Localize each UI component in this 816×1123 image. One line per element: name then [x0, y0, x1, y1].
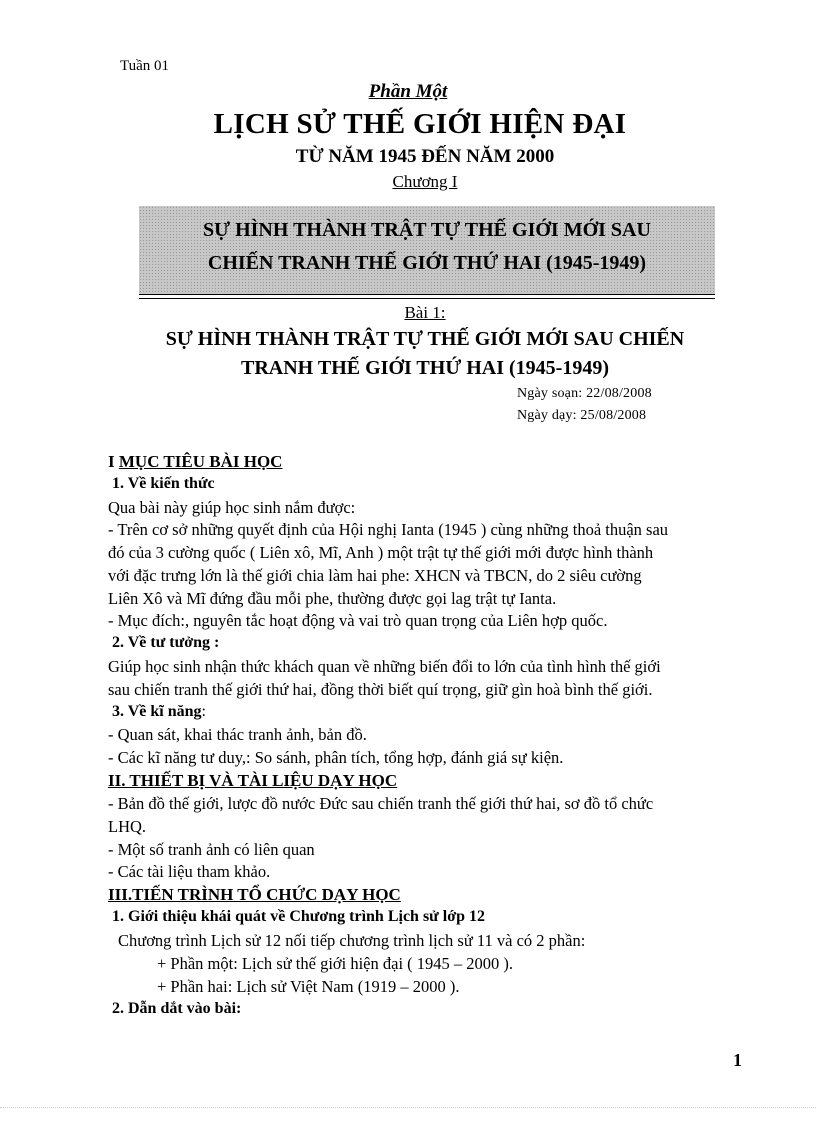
chapter-title-box — [139, 206, 715, 295]
knowledge-line-5: - Mục đích:, nguyên tắc hoạt động và vai trò quan trọng của Liên hợp quốc. — [108, 611, 608, 630]
chapter-title-line-2: CHIẾN TRANH THẾ GIỚI THỨ HAI (1945-1949) — [207, 252, 647, 274]
part-label: Phần Một — [368, 81, 448, 102]
teaching-date: Ngày dạy: 25/08/2008 — [517, 408, 647, 423]
section-1-prefix: I — [108, 452, 119, 471]
page-number: 1 — [733, 1050, 742, 1070]
overview-line-3: + Phần hai: Lịch sử Việt Nam (1919 – 2000 ). — [157, 977, 460, 996]
section-1-heading-text: MỤC TIÊU BÀI HỌC — [118, 452, 283, 471]
page-bottom-divider — [0, 1107, 816, 1108]
equipment-line-1: - Bản đồ thế giới, lược đồ nước Đức sau chiến tranh thế giới thứ hai, sơ đồ tổ chức — [108, 794, 654, 813]
chapter-label: Chương I — [392, 172, 458, 191]
skill-line-2: - Các kĩ năng tư duy,: So sánh, phân tích, tổng hợp, đánh giá sự kiện. — [108, 748, 564, 767]
equipment-line-2: LHQ. — [108, 817, 147, 836]
chapter-divider — [139, 298, 715, 299]
skill-line-1: - Quan sát, khai thác tranh ảnh, bản đồ. — [108, 725, 367, 744]
overview-line-1: Chương trình Lịch sử 12 nối tiếp chương trình lịch sử 11 và có 2 phần: — [118, 931, 586, 950]
chapter-title-line-1: SỰ HÌNH THÀNH TRẬT TỰ THẾ GIỚI MỚI SAU — [203, 219, 651, 241]
knowledge-heading: 1. Về kiến thức — [112, 475, 215, 492]
subtitle: TỪ NĂM 1945 ĐẾN NĂM 2000 — [295, 146, 555, 167]
skill-heading-text: 3. Về kĩ năng — [112, 703, 202, 720]
lesson-title-line-2: TRANH THẾ GIỚI THỨ HAI (1945-1949) — [241, 357, 609, 379]
lead-in-heading: 2. Dẫn dắt vào bài: — [112, 1000, 242, 1017]
equipment-line-3: - Một số tranh ảnh có liên quan — [108, 840, 315, 859]
overview-line-2: + Phần một: Lịch sử thế giới hiện đại ( 1945 – 2000 ). — [157, 954, 514, 973]
knowledge-intro: Qua bài này giúp học sinh nắm được: — [108, 498, 356, 517]
skill-heading — [112, 703, 206, 721]
lesson-label: Bài 1: — [404, 303, 446, 322]
section-2-heading: II. THIẾT BỊ VÀ TÀI LIỆU DẠY HỌC — [108, 771, 398, 790]
equipment-line-4: - Các tài liệu tham khảo. — [108, 862, 271, 881]
knowledge-line-2: đó của 3 cường quốc ( Liên xô, Mĩ, Anh ) một trật tự thế giới mới được hình thành — [108, 543, 654, 562]
chapter-title — [139, 214, 715, 280]
knowledge-line-1: - Trên cơ sở những quyết định của Hội nghị Ianta (1945 ) cùng những thoả thuận sau — [108, 520, 669, 539]
section-3-heading: III.TIẾN TRÌNH TỔ CHỨC DẠY HỌC — [108, 885, 401, 904]
skill-heading-colon: : — [201, 703, 206, 720]
lesson-title — [0, 325, 816, 383]
lesson-title-line-1: SỰ HÌNH THÀNH TRẬT TỰ THẾ GIỚI MỚI SAU CHIẾN — [165, 328, 685, 350]
prepared-date: Ngày soạn: 22/08/2008 — [517, 386, 652, 401]
main-title: LỊCH SỬ THẾ GIỚI HIỆN ĐẠI — [213, 108, 627, 140]
knowledge-line-4: Liên Xô và Mĩ đứng đầu mỗi phe, thường được gọi lag trật tự Ianta. — [108, 589, 557, 608]
week-label: Tuần 01 — [120, 58, 170, 74]
overview-heading: 1. Giới thiệu khái quát về Chương trình Lịch sử lớp 12 — [112, 908, 485, 925]
thought-line-2: sau chiến tranh thế giới thứ hai, đồng thời biết quí trọng, giữ gìn hoà bình thế giới. — [108, 680, 653, 699]
knowledge-line-3: với đặc trưng lớn là thế giới chia làm hai phe: XHCN và TBCN, do 2 siêu cường — [108, 566, 642, 585]
section-1-heading — [108, 452, 282, 472]
thought-heading: 2. Về tư tưởng : — [112, 634, 220, 651]
thought-line-1: Giúp học sinh nhận thức khách quan về những biến đổi to lớn của tình hình thế giới — [108, 657, 661, 676]
